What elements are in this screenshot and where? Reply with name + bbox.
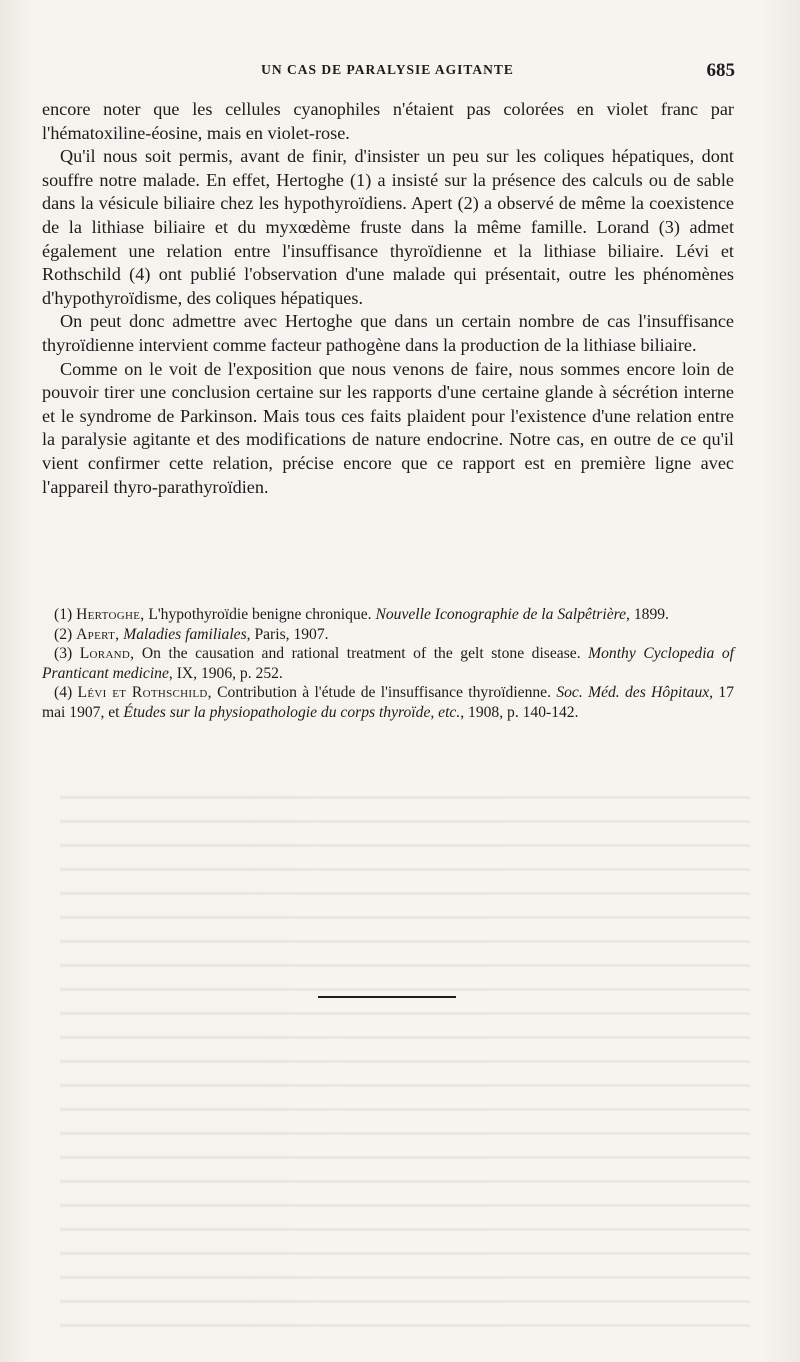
footnote-author: Lorand, bbox=[79, 645, 135, 663]
paragraph: Qu'il nous soit permis, avant de finir, d'insister un peu sur les coliques hépatiques, dont souffre notre malade. En effet, Hertoghe (1) a insisté sur la présence des calculs ou de sable dans la vésicule biliaire chez les hypothyroïdiens. Apert (2) a observé de même la coexistence de la lithiase biliaire et du myxœdème fruste dans la même famille. Lorand (3) admet également une relation entre l'insuffisance thyroïdienne et la lithiase biliaire. Lévi et Rothschild (4) ont publié l'observation d'une malade qui présentait, outre les phénomènes d'hypothyroïdisme, des coliques hépatiques. bbox=[42, 146, 734, 308]
footnote-text: , 17 mai 1907, et bbox=[42, 684, 734, 721]
bleed-through-texture bbox=[60, 780, 750, 1340]
paragraph: Comme on le voit de l'exposition que nous venons de faire, nous sommes encore loin de pouvoir tirer une conclusion certaine sur les rapports d'une certaine glande à sécrétion interne et le syndrome de Parkinson. Mais tous ces faits plaident pour l'existence d'une relation entre la paralysie agitante et des modifications de nature endocrine. Notre cas, en outre de ce qu'il vient confirmer cette relation, précise encore que ce rapport est en première ligne avec l'appareil thyro-parathyroïdien. bbox=[42, 358, 734, 497]
footnote-number: (2) bbox=[54, 625, 73, 643]
paragraph: encore noter que les cellules cyanophiles n'étaient pas colorées en violet franc par l'hématoxiline-éosine, mais en violet-rose. bbox=[42, 99, 734, 143]
footnote-title: Études sur la physiopathologie du corps thyroïde, etc. bbox=[123, 703, 461, 721]
running-title: UN CAS DE PARALYSIE AGITANTE bbox=[261, 62, 514, 77]
footnote-number: (4) bbox=[54, 684, 73, 702]
footnote bbox=[42, 644, 734, 683]
footnote-number: (1) bbox=[54, 606, 73, 623]
footnote-text: On the causation and rational treatment of the gelt stone disease. bbox=[134, 645, 589, 663]
paragraph: On peut donc admettre avec Hertoghe que dans un certain nombre de cas l'insuffisance thyroïdienne intervient comme facteur pathogène dans la production de la lithiase biliaire. bbox=[42, 311, 734, 355]
end-rule bbox=[318, 996, 456, 998]
footnote bbox=[42, 683, 734, 722]
footnote-author: Lévi et Rothschild, bbox=[77, 684, 212, 702]
page-header bbox=[40, 60, 735, 82]
body-text bbox=[42, 98, 734, 499]
footnote-title: Monthy Cyclopedia of Pranticant medicine bbox=[42, 645, 734, 682]
footnote bbox=[42, 605, 734, 625]
footnote-text: , Paris, 1907. bbox=[246, 625, 329, 643]
footnote-text: , IX, 1906, p. 252. bbox=[168, 664, 283, 682]
footnote-title: Maladies familiales bbox=[123, 625, 247, 643]
footnotes bbox=[42, 605, 734, 723]
footnote-title: Nouvelle Iconographie de la Salpêtrière bbox=[375, 606, 627, 623]
page-number: 685 bbox=[706, 60, 735, 81]
footnote-text: L'hypothyroïdie benigne chronique. bbox=[144, 606, 376, 623]
footnote bbox=[42, 625, 734, 645]
footnote-text: , 1899. bbox=[626, 606, 669, 623]
footnote-author: Hertoghe, bbox=[76, 606, 145, 623]
footnote-title: Soc. Méd. des Hôpitaux bbox=[556, 684, 710, 702]
footnote-text: Contribution à l'étude de l'insuffisance thyroïdienne. bbox=[211, 684, 557, 702]
footnote-number: (3) bbox=[54, 645, 73, 663]
footnote-author: Apert, bbox=[76, 625, 120, 643]
footnote-text: , 1908, p. 140-142. bbox=[460, 703, 579, 721]
